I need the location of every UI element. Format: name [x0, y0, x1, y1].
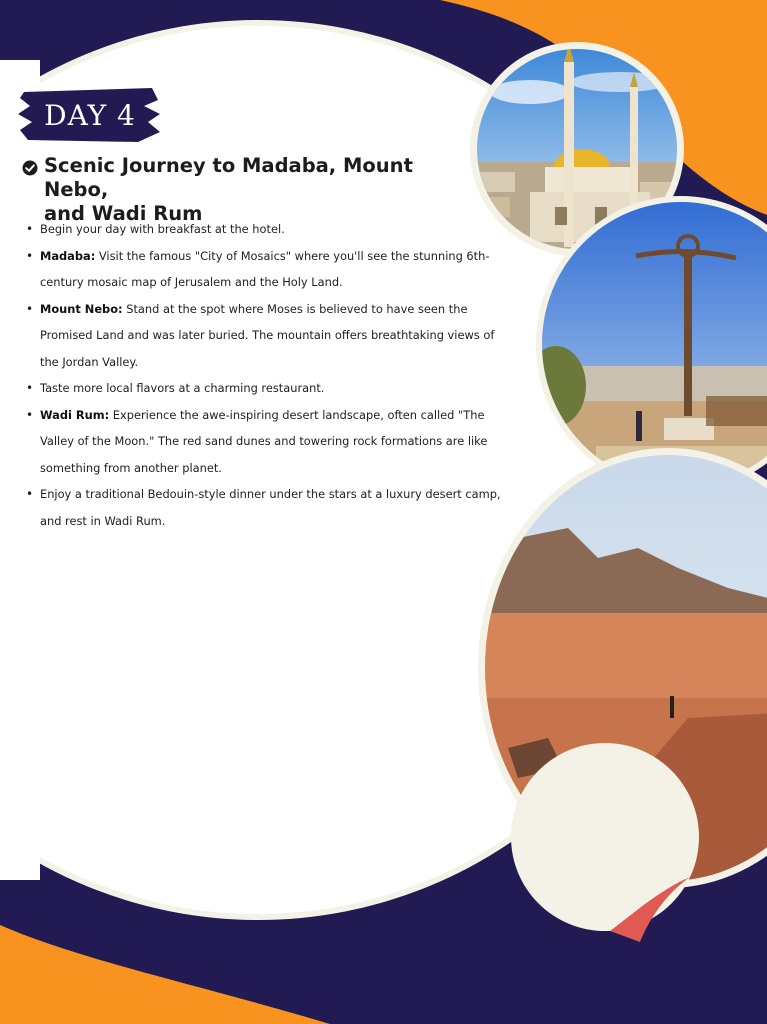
- bullet-dot-icon: •: [26, 407, 34, 422]
- bullet-dot-icon: •: [26, 487, 34, 501]
- title-line-2: and Wadi Rum: [44, 202, 203, 225]
- list-item: • Madaba: Visit the famous "City of Mosaics" where you'll see the stunning 6th-century mosaic map of Jerusalem and the Holy Land.: [26, 243, 512, 296]
- bullet-dot-icon: •: [26, 248, 34, 263]
- list-item: • Wadi Rum: Experience the awe-inspiring desert landscape, often called "The Valley of the Moon." The red sand dunes and towering rock formations are like something from another planet.: [26, 402, 512, 482]
- day-label: DAY 4: [44, 98, 136, 132]
- bullet-dot-icon: •: [26, 222, 34, 236]
- check-circle-icon: [22, 160, 38, 176]
- list-item: • Begin your day with breakfast at the hotel.: [26, 216, 512, 243]
- day-badge: [18, 86, 162, 144]
- itinerary-list: [26, 216, 512, 534]
- title-line-1: Scenic Journey to Madaba, Mount Nebo,: [44, 154, 413, 201]
- list-item: • Enjoy a traditional Bedouin-style dinner under the stars at a luxury desert camp, and rest in Wadi Rum.: [26, 481, 512, 534]
- bullet-dot-icon: •: [26, 381, 34, 395]
- list-item: • Mount Nebo: Stand at the spot where Moses is believed to have seen the Promised Land and was later buried. The mountain offers breathtaking views of the Jordan Valley.: [26, 296, 512, 376]
- list-item: • Taste more local flavors at a charming restaurant.: [26, 375, 512, 402]
- bullet-dot-icon: •: [26, 301, 34, 316]
- page-curl-decoration: [500, 742, 710, 942]
